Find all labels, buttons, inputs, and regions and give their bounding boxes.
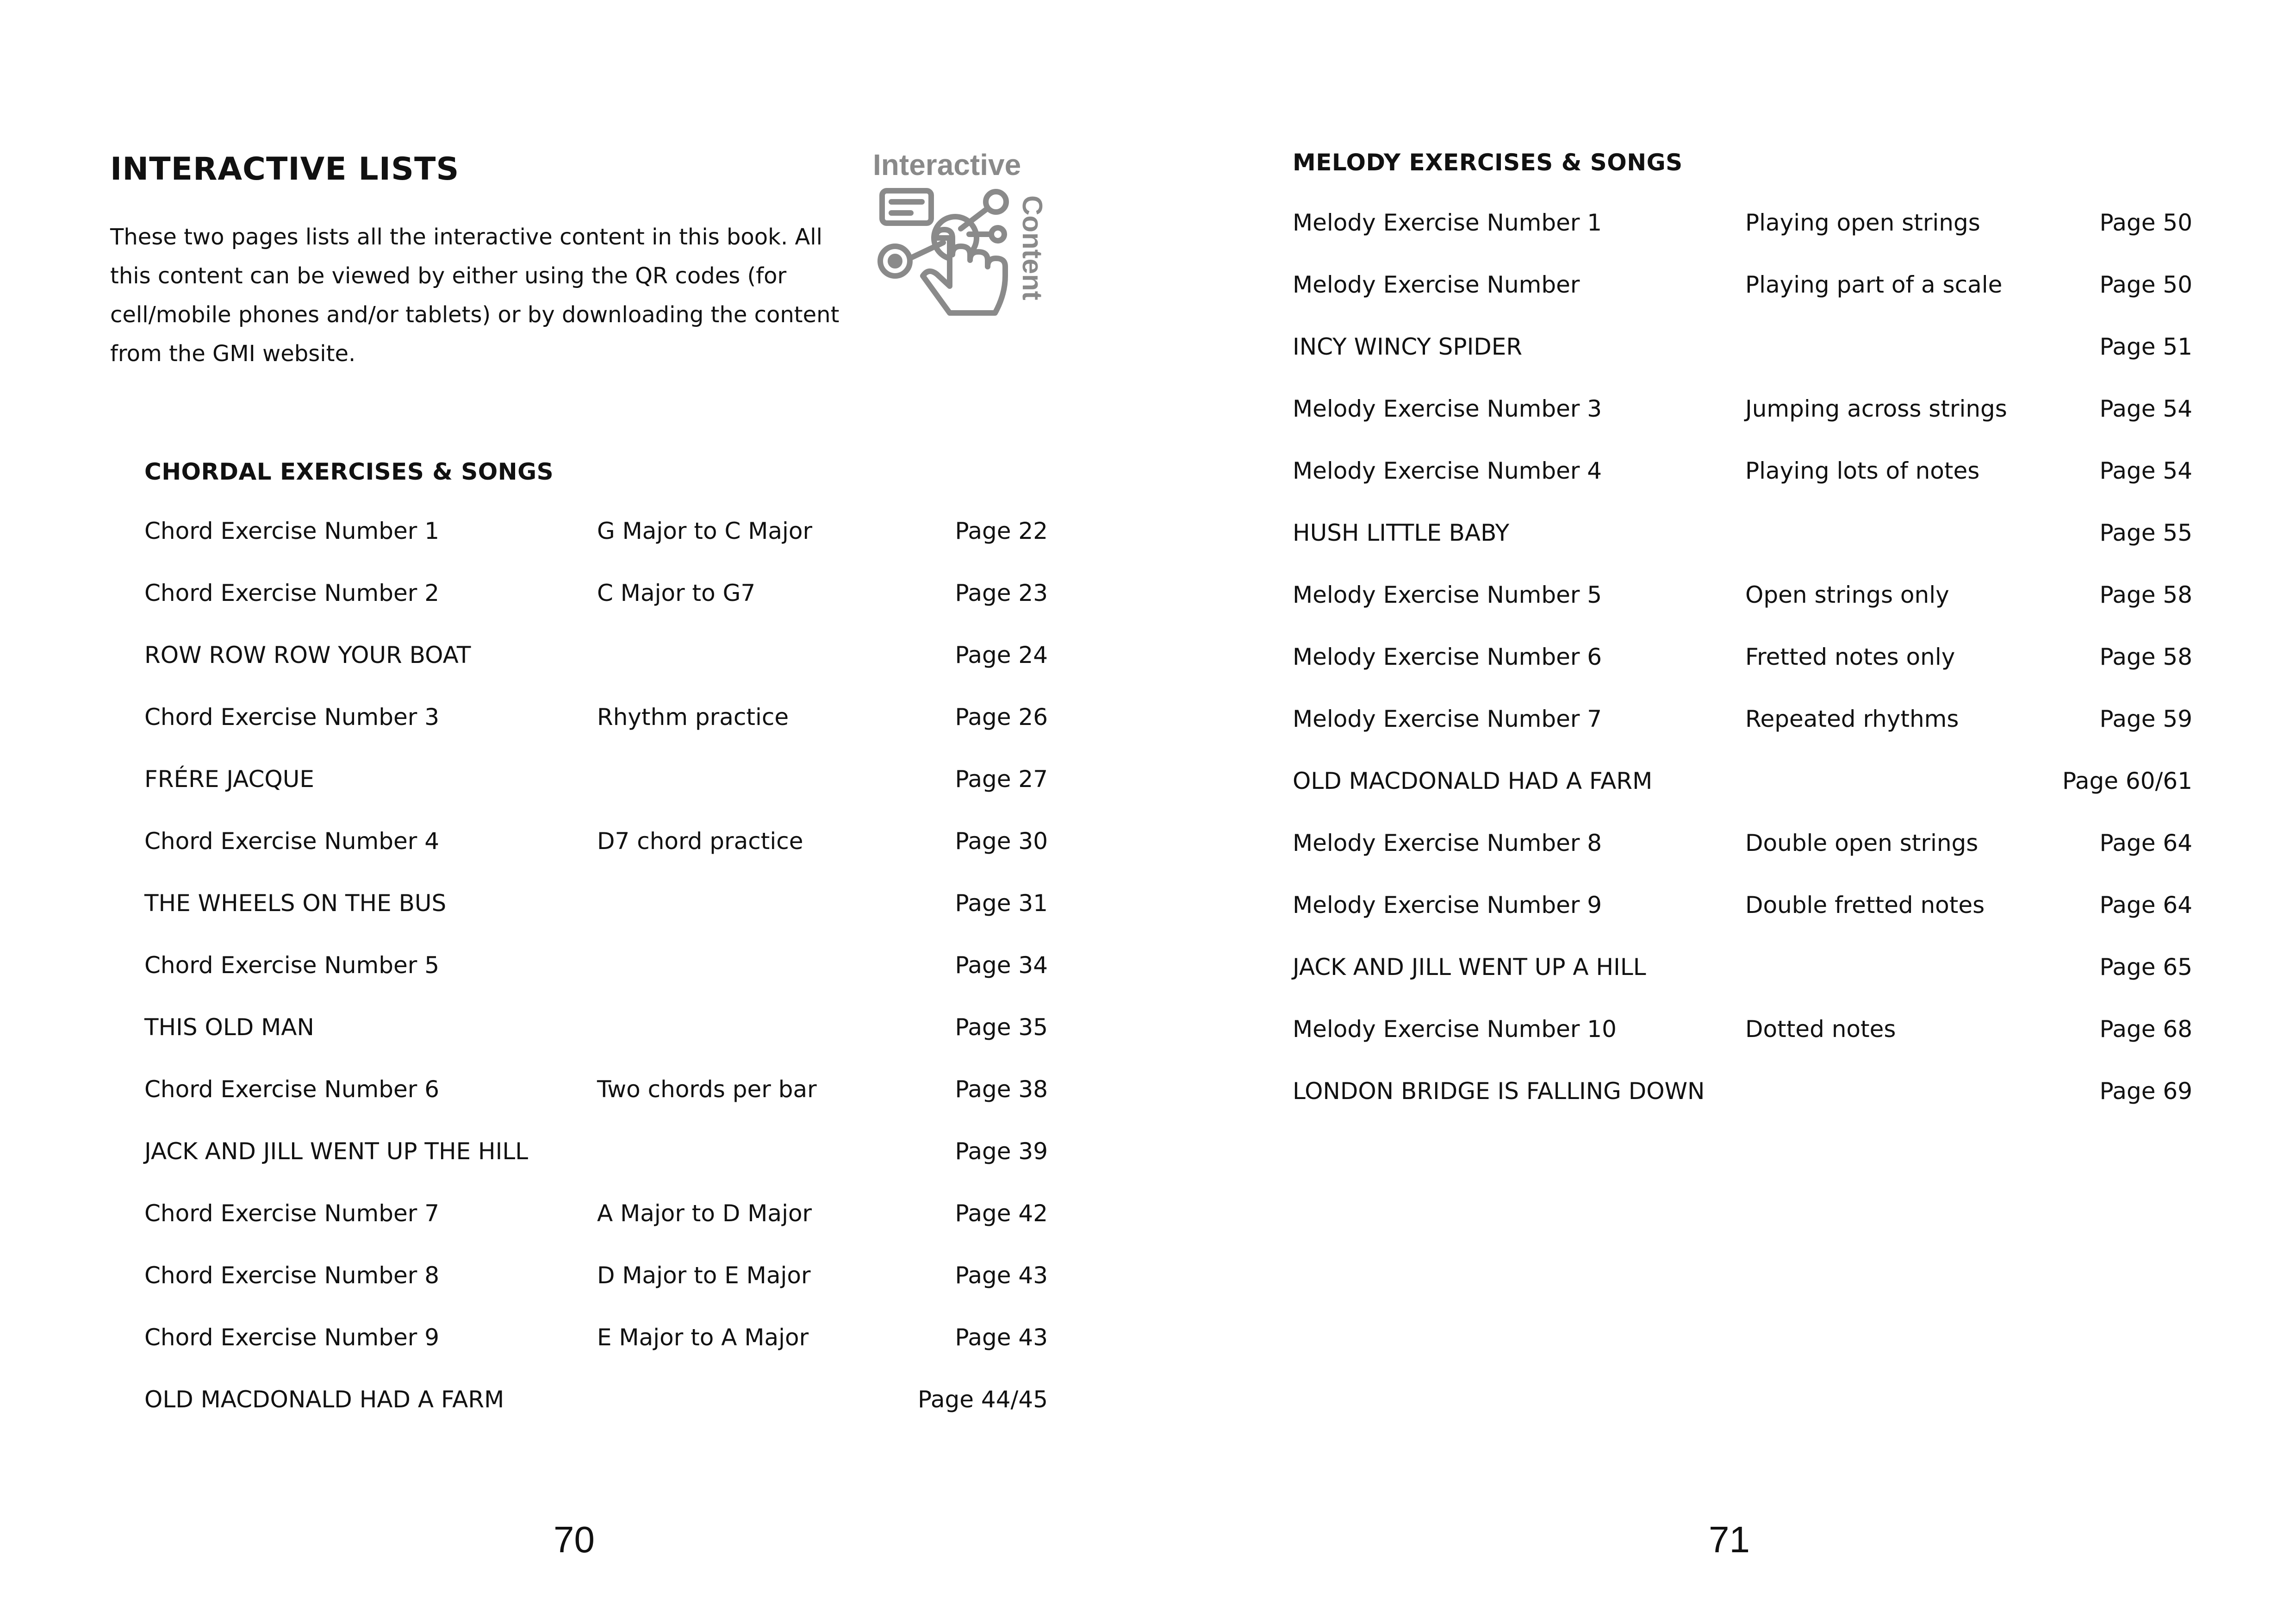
item-page: Page 58 bbox=[2099, 643, 2192, 670]
item-title: THIS OLD MAN bbox=[144, 1014, 314, 1041]
item-page: Page 39 bbox=[955, 1138, 1048, 1165]
item-title: Melody Exercise Number 10 bbox=[1293, 1016, 1617, 1043]
item-page: Page 27 bbox=[955, 766, 1048, 793]
item-description: Playing lots of notes bbox=[1745, 457, 1980, 484]
item-title: Chord Exercise Number 9 bbox=[144, 1324, 440, 1351]
item-page: Page 38 bbox=[955, 1076, 1048, 1103]
item-page: Page 34 bbox=[955, 952, 1048, 979]
item-title: Chord Exercise Number 7 bbox=[144, 1200, 440, 1227]
item-page: Page 54 bbox=[2099, 395, 2192, 422]
list-item bbox=[144, 1372, 1048, 1434]
chordal-list bbox=[144, 504, 1048, 1434]
item-title: Melody Exercise Number 3 bbox=[1293, 395, 1602, 422]
item-title: Chord Exercise Number 5 bbox=[144, 952, 440, 979]
item-title: Melody Exercise Number 7 bbox=[1293, 706, 1602, 732]
list-item bbox=[1293, 381, 2192, 443]
item-page: Page 64 bbox=[2099, 830, 2192, 856]
list-item bbox=[1293, 1002, 2192, 1064]
item-title: THE WHEELS ON THE BUS bbox=[144, 890, 447, 917]
list-item bbox=[1293, 443, 2192, 506]
item-page: Page 50 bbox=[2099, 271, 2192, 298]
list-item bbox=[1293, 878, 2192, 940]
item-page: Page 51 bbox=[2099, 333, 2192, 360]
item-title: LONDON BRIDGE IS FALLING DOWN bbox=[1293, 1078, 1705, 1105]
list-item bbox=[144, 690, 1048, 752]
list-item bbox=[144, 1186, 1048, 1248]
item-title: INCY WINCY SPIDER bbox=[1293, 333, 1523, 360]
list-item bbox=[144, 628, 1048, 690]
item-page: Page 54 bbox=[2099, 457, 2192, 484]
item-title: ROW ROW ROW YOUR BOAT bbox=[144, 642, 471, 668]
page-number: 70 bbox=[554, 1519, 595, 1560]
item-description: G Major to C Major bbox=[597, 518, 813, 544]
list-item bbox=[1293, 568, 2192, 630]
item-title: Chord Exercise Number 3 bbox=[144, 704, 440, 731]
item-page: Page 35 bbox=[955, 1014, 1048, 1041]
list-item bbox=[1293, 692, 2192, 754]
item-description: C Major to G7 bbox=[597, 580, 756, 606]
item-description: A Major to D Major bbox=[597, 1200, 812, 1227]
item-page: Page 50 bbox=[2099, 209, 2192, 236]
melody-list bbox=[1293, 195, 2192, 1126]
item-title: Melody Exercise Number 5 bbox=[1293, 581, 1602, 608]
list-item bbox=[144, 566, 1048, 628]
badge-word-interactive: Interactive bbox=[873, 148, 1021, 181]
item-page: Page 30 bbox=[955, 828, 1048, 855]
item-description: Playing part of a scale bbox=[1745, 271, 2003, 298]
section-heading-chordal: CHORDAL EXERCISES & SONGS bbox=[144, 458, 554, 485]
list-item bbox=[144, 1000, 1048, 1062]
item-description: Double fretted notes bbox=[1745, 892, 1985, 918]
item-title: OLD MACDONALD HAD A FARM bbox=[144, 1386, 504, 1413]
item-page: Page 31 bbox=[955, 890, 1048, 917]
list-item bbox=[1293, 319, 2192, 381]
item-page: Page 65 bbox=[2099, 954, 2192, 981]
item-description: E Major to A Major bbox=[597, 1324, 809, 1351]
item-page: Page 43 bbox=[955, 1324, 1048, 1351]
item-title: JACK AND JILL WENT UP A HILL bbox=[1293, 954, 1646, 981]
item-title: FRÉRE JACQUE bbox=[144, 766, 314, 793]
list-item bbox=[144, 1124, 1048, 1186]
item-description: Open strings only bbox=[1745, 581, 1949, 608]
interactive-content-icon bbox=[870, 147, 1055, 323]
item-page: Page 58 bbox=[2099, 581, 2192, 608]
list-item bbox=[1293, 630, 2192, 692]
item-title: Melody Exercise Number 6 bbox=[1293, 643, 1602, 670]
item-page: Page 44/45 bbox=[917, 1386, 1048, 1413]
intro-paragraph: These two pages lists all the interactive content in this book. All this content can be viewed by either using the QR codes (for cell/mobile phones and/or tablets) or by downloading the content from the GMI website. bbox=[110, 224, 840, 367]
list-item bbox=[1293, 257, 2192, 319]
item-title: OLD MACDONALD HAD A FARM bbox=[1293, 768, 1653, 794]
list-item bbox=[144, 814, 1048, 876]
list-item bbox=[144, 1248, 1048, 1310]
list-item bbox=[1293, 816, 2192, 878]
item-page: Page 22 bbox=[955, 518, 1048, 544]
page-number: 71 bbox=[1709, 1519, 1750, 1560]
list-item bbox=[1293, 195, 2192, 257]
right-page bbox=[1148, 0, 2296, 1624]
list-item bbox=[144, 876, 1048, 938]
section-heading-melody: MELODY EXERCISES & SONGS bbox=[1293, 149, 1683, 176]
item-page: Page 69 bbox=[2099, 1078, 2192, 1105]
item-title: Melody Exercise Number 1 bbox=[1293, 209, 1602, 236]
item-page: Page 24 bbox=[955, 642, 1048, 668]
item-title: Melody Exercise Number 4 bbox=[1293, 457, 1602, 484]
list-item bbox=[144, 752, 1048, 814]
item-page: Page 42 bbox=[955, 1200, 1048, 1227]
item-title: JACK AND JILL WENT UP THE HILL bbox=[144, 1138, 529, 1165]
list-item bbox=[144, 504, 1048, 566]
item-page: Page 23 bbox=[955, 580, 1048, 606]
page-title: INTERACTIVE LISTS bbox=[110, 151, 460, 187]
item-page: Page 60/61 bbox=[2062, 768, 2192, 794]
item-page: Page 64 bbox=[2099, 892, 2192, 918]
list-item bbox=[1293, 1064, 2192, 1126]
item-title: Melody Exercise Number 8 bbox=[1293, 830, 1602, 856]
list-item bbox=[144, 1062, 1048, 1124]
list-item bbox=[1293, 940, 2192, 1002]
item-title: Chord Exercise Number 2 bbox=[144, 580, 440, 606]
item-title: Melody Exercise Number 9 bbox=[1293, 892, 1602, 918]
list-item bbox=[1293, 506, 2192, 568]
item-title: Chord Exercise Number 4 bbox=[144, 828, 440, 855]
item-title: HUSH LITTLE BABY bbox=[1293, 519, 1510, 546]
item-description: D Major to E Major bbox=[597, 1262, 811, 1289]
item-description: Double open strings bbox=[1745, 830, 1979, 856]
item-title: Chord Exercise Number 1 bbox=[144, 518, 440, 544]
item-page: Page 26 bbox=[955, 704, 1048, 731]
item-description: Fretted notes only bbox=[1745, 643, 1955, 670]
item-description: Dotted notes bbox=[1745, 1016, 1896, 1043]
item-title: Chord Exercise Number 6 bbox=[144, 1076, 440, 1103]
item-description: Rhythm practice bbox=[597, 704, 789, 731]
item-page: Page 59 bbox=[2099, 706, 2192, 732]
item-page: Page 43 bbox=[955, 1262, 1048, 1289]
badge-word-content: Content bbox=[1017, 195, 1048, 300]
item-description: Repeated rhythms bbox=[1745, 706, 1959, 732]
list-item bbox=[1293, 754, 2192, 816]
item-title: Chord Exercise Number 8 bbox=[144, 1262, 440, 1289]
item-description: Jumping across strings bbox=[1745, 395, 2007, 422]
item-description: Playing open strings bbox=[1745, 209, 1980, 236]
item-description: Two chords per bar bbox=[597, 1076, 817, 1103]
item-page: Page 55 bbox=[2099, 519, 2192, 546]
list-item bbox=[144, 938, 1048, 1000]
hand-touch-network-icon bbox=[880, 191, 1006, 313]
item-page: Page 68 bbox=[2099, 1016, 2192, 1043]
item-title: Melody Exercise Number bbox=[1293, 271, 1580, 298]
item-description: D7 chord practice bbox=[597, 828, 803, 855]
list-item bbox=[144, 1310, 1048, 1372]
